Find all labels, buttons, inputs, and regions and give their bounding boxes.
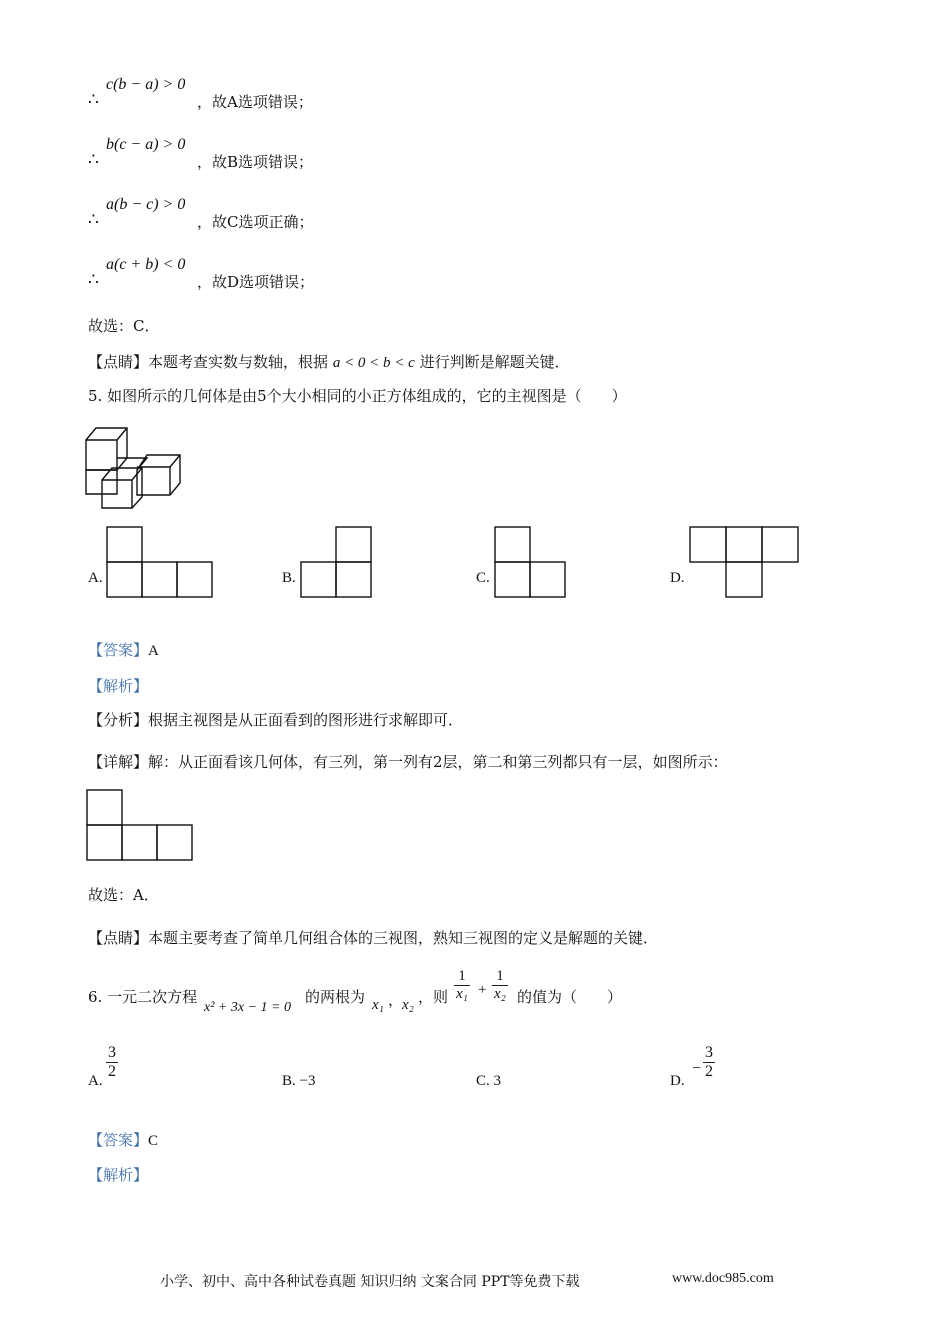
comment-text-post: 进行判断是解题关键． xyxy=(419,353,570,371)
q5-option-b-figure xyxy=(300,526,376,600)
q5-detail xyxy=(88,752,728,772)
therefore-symbol: ∴ xyxy=(88,150,99,170)
detail-text: 解：从正面看该几何体，有三列，第一列有2层，第二和第三列都只有一层，如图所示： xyxy=(148,753,728,771)
fenxi-tag: 【分析】 xyxy=(88,711,149,729)
q6-answer xyxy=(88,1130,158,1151)
therefore-symbol: ∴ xyxy=(88,210,99,230)
q5-option-a-figure xyxy=(106,526,216,600)
q4-comment xyxy=(88,352,570,373)
conclusion-a: ，故A选项错误； xyxy=(197,93,313,111)
fraction-numerator: 3 xyxy=(108,1044,116,1061)
conclusion-b: ，故B选项错误； xyxy=(197,153,314,171)
q5-answer xyxy=(88,640,159,661)
conclusion-d: ，故D选项错误； xyxy=(197,273,315,291)
answer-tag: 【答案】 xyxy=(88,641,149,659)
q6-option-a-label: A. xyxy=(88,1073,103,1089)
q5-option-d-label: D. xyxy=(670,570,685,586)
fraction-denominator: x₂ xyxy=(494,986,506,1002)
fraction-denominator: 2 xyxy=(108,1063,116,1080)
q6-fraction-1 xyxy=(454,968,470,1003)
q5-option-c-label: C. xyxy=(476,570,490,586)
q6-equation: x² + 3x − 1 = 0 xyxy=(204,1000,291,1015)
q5-option-b-label: B. xyxy=(282,570,296,586)
q6-question-then: ，则 xyxy=(418,988,449,1006)
q6-option-d-fraction xyxy=(703,1044,715,1081)
q5-option-a-label: A. xyxy=(88,570,103,586)
q6-root1: x₁ xyxy=(372,997,384,1013)
conclusion-c: ，故C选项正确； xyxy=(197,213,314,231)
q6-root2: x₂ xyxy=(402,997,414,1013)
inequality-b: b(c − a) > 0 xyxy=(106,136,186,153)
comment-tag: 【点睛】 xyxy=(88,353,149,371)
comment-text: 本题主要考查了简单几何组合体的三视图，熟知三视图的定义是解题的关键． xyxy=(148,929,659,947)
fraction-denominator: 2 xyxy=(705,1063,713,1080)
comment-tag: 【点睛】 xyxy=(88,929,149,947)
detail-tag: 【详解】 xyxy=(88,753,149,771)
footer-text: 小学、初中、高中各种试卷真题 知识归纳 文案合同 PPT等免费下载 xyxy=(160,1274,580,1290)
inequality-a: c(b − a) > 0 xyxy=(106,76,186,93)
therefore-symbol: ∴ xyxy=(88,270,99,290)
q5-fenxi xyxy=(88,710,463,730)
q5-option-c-figure xyxy=(494,526,570,600)
inequality-d: a(c + b) < 0 xyxy=(106,256,186,273)
cube-solid-figure xyxy=(84,425,188,511)
fraction-numerator: 3 xyxy=(705,1044,713,1061)
q6-fraction-2 xyxy=(492,968,508,1003)
q6-option-b: B. −3 xyxy=(282,1073,316,1089)
fraction-numerator: 1 xyxy=(454,968,470,986)
q6-plus: + xyxy=(478,982,487,998)
comment-inequality: a < 0 < b < c xyxy=(332,355,415,371)
fraction-denominator: x₁ xyxy=(456,986,468,1002)
inequality-c: a(b − c) > 0 xyxy=(106,196,186,213)
comment-text-pre: 本题考查实数与数轴，根据 xyxy=(148,353,329,371)
answer-tag: 【答案】 xyxy=(88,1131,149,1149)
q4-choice: 故选：C． xyxy=(88,317,160,335)
q5-choice: 故选：A． xyxy=(88,886,159,904)
q5-question: 5. 如图所示的几何体是由5个大小相同的小正方体组成的，它的主视图是（ ） xyxy=(88,387,627,405)
q5-comment xyxy=(88,928,658,948)
q6-analysis-tag: 【解析】 xyxy=(88,1166,149,1184)
q6-option-d-sign: − xyxy=(692,1060,702,1077)
therefore-symbol: ∴ xyxy=(88,90,99,110)
q6-comma: ， xyxy=(388,991,404,1009)
answer-value: A xyxy=(148,643,159,659)
fraction-numerator: 1 xyxy=(492,968,508,986)
q5-analysis-tag: 【解析】 xyxy=(88,677,149,695)
q6-question-pre: 6. 一元二次方程 xyxy=(88,988,198,1006)
q6-option-d-label: D. xyxy=(670,1073,685,1089)
q6-option-c: C. 3 xyxy=(476,1073,502,1089)
q6-option-a-fraction xyxy=(106,1044,118,1081)
q5-solution-figure xyxy=(86,789,196,863)
q6-question-post: 的值为（ ） xyxy=(517,988,623,1006)
fenxi-text: 根据主视图是从正面看到的图形进行求解即可． xyxy=(148,711,464,729)
footer-url[interactable]: www.doc985.com xyxy=(672,1271,774,1286)
q5-option-d-figure xyxy=(689,526,801,600)
q6-question-mid: 的两根为 xyxy=(305,988,366,1006)
answer-value: C xyxy=(148,1133,159,1149)
